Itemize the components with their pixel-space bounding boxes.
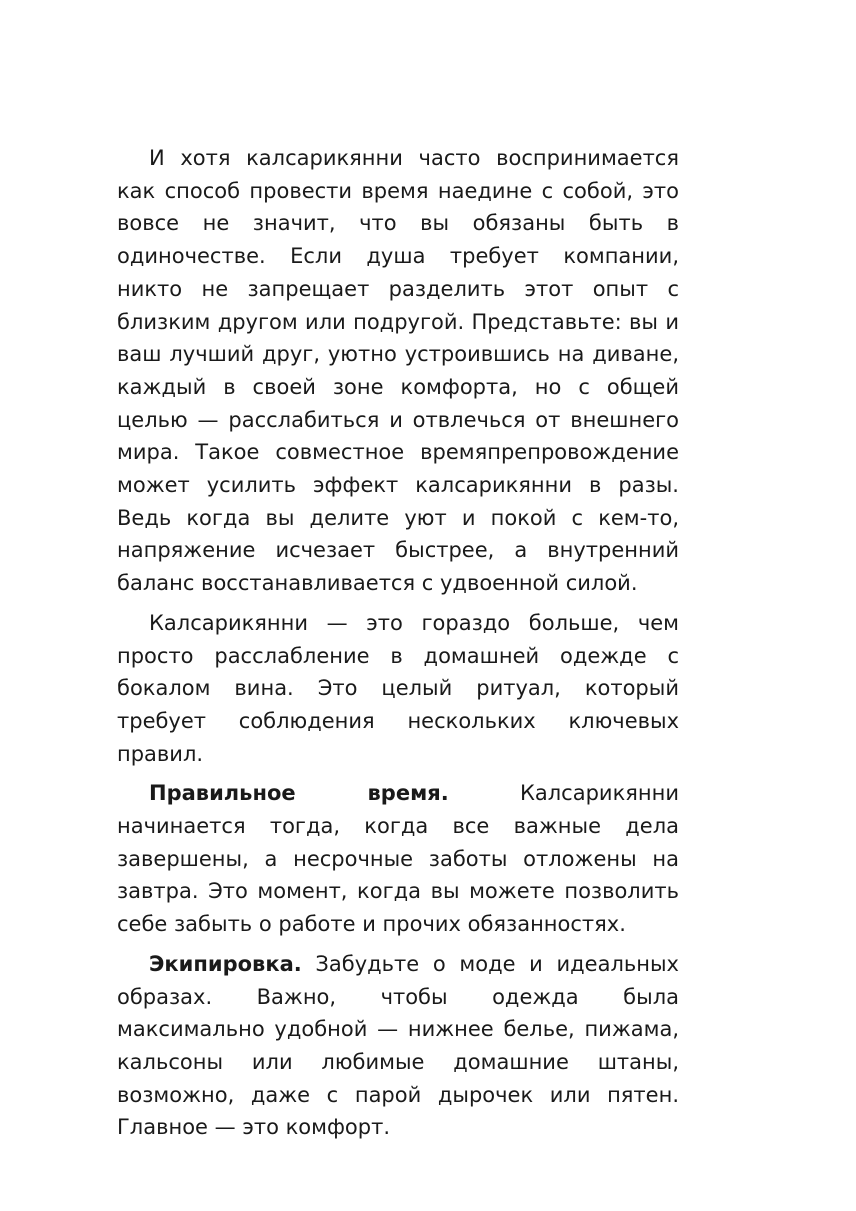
paragraph-lead-heading: Экипировка. bbox=[149, 951, 302, 976]
paragraph-text: Забудьте о моде и идеальных образах. Важно, чтобы одежда была максимально удобной — нижнее белье, пижама, кальсоны или любимые домашние штаны, возможно, даже с парой дырочек или пятен. Главное — это комфорт. bbox=[117, 951, 679, 1140]
paragraph-text: И хотя калсарикянни часто воспринимается как способ провести время наедине с собой, это вовсе не значит, что вы обязаны быть в одиночестве. Если душа требует компании, никто не запрещает разделить этот опыт с близким другом или подругой. Представьте: вы и ваш лучший друг, уютно устроившись на диване, каждый в своей зоне комфорта, но с общей целью — расслабиться и отвлечься от внешнего мира. Такое совместное времяпрепровождение может усилить эффект калсарикянни в разы. Ведь когда вы делите уют и покой с кем-то, напряжение исчезает быстрее, а внутренний баланс восстанавливается с удвоенной силой. bbox=[117, 146, 679, 596]
paragraph-right-time bbox=[117, 777, 679, 941]
paragraph-lead-heading: Правильное время. bbox=[149, 781, 449, 806]
paragraph-equipment bbox=[117, 948, 679, 1144]
page-body bbox=[117, 142, 679, 1144]
paragraph-company bbox=[117, 142, 679, 600]
paragraph-ritual bbox=[117, 607, 679, 771]
paragraph-text: Калсарикянни — это гораздо больше, чем просто расслабление в домашней одежде с бокалом вина. Это целый ритуал, который требует соблюдения нескольких ключевых правил. bbox=[117, 610, 679, 766]
paragraph-text: Калсарикянни начинается тогда, когда все важные дела завершены, а несрочные заботы отложены на завтра. Это момент, когда вы можете позволить себе забыть о работе и прочих обязанностях. bbox=[117, 781, 679, 937]
